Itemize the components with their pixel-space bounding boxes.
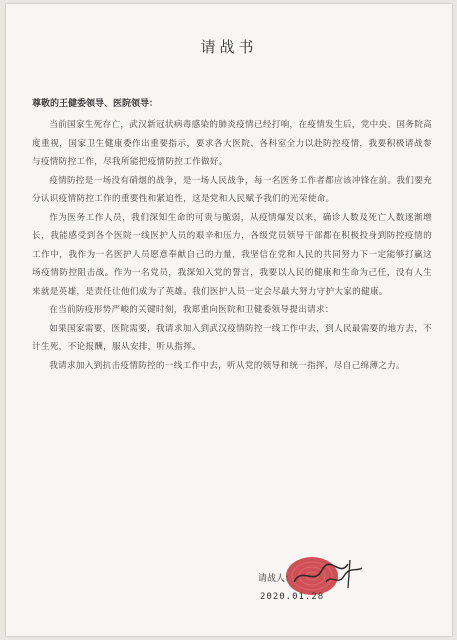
date: 2020.01.28 [260,592,325,602]
paragraph-1: 当前国家生死存亡，武汉新冠状病毒感染的肺炎疫情已经打响，在疫情发生后，党中央、国务院高度重视，国家卫生健康委作出重要指示，要求各大医院、各科室全力以赴防控疫情，我要积极请战参与疫情防控工作，尽我所能把疫情防控工作做好。 [32,120,432,167]
document-body [32,116,432,375]
document-title: 请战书 [200,38,258,56]
salutation: 尊敬的王健委领导、医院领导： [32,99,159,109]
paragraph-4: 在当前防疫形势严峻的关键时刻，我郑重向医院和卫健委领导提出请求： [49,305,334,315]
paragraph-5: 如果国家需要，医院需要，我请求加入到武汉疫情防控一线工作中去，到人民最需要的地方去，不计生死，不论报酬，服从安排，听从指挥。 [32,323,432,352]
signer-label: 请战人： [258,574,295,584]
document-page [6,4,452,636]
paragraph-2: 疫情防控是一场没有硝烟的战争，是一场人民战争，每一名医务工作者都应该冲锋在前。我们要充分认识疫情防控工作的重要性和紧迫性，这是党和人民赋予我们的光荣使命。 [32,175,432,204]
paragraph-3: 作为医务工作人员，我们深知生命的可贵与脆弱，从疫情爆发以来，确诊人数及死亡人数逐渐增长，我能感受到各个医院一线医护人员的艰辛和压力，各级党员领导干部都在积极投身到防控疫情的工作中，我作为一名医护人员愿意奉献自己的力量，我坚信在党和人民的共同努力下一定能够打赢这场疫情防控阻击战。作为一名党员，我深知入党的誓言，我要以人民的健康和生命为己任，没有人生来就是英雄，是责任让他们成为了英雄。我们医护人员一定会尽最大努力守护大家的健康。 [32,212,432,297]
paragraph-6: 我请求加入到抗击疫情防控的一线工作中去，听从党的领导和统一指挥，尽自己绵薄之力。 [49,360,405,371]
